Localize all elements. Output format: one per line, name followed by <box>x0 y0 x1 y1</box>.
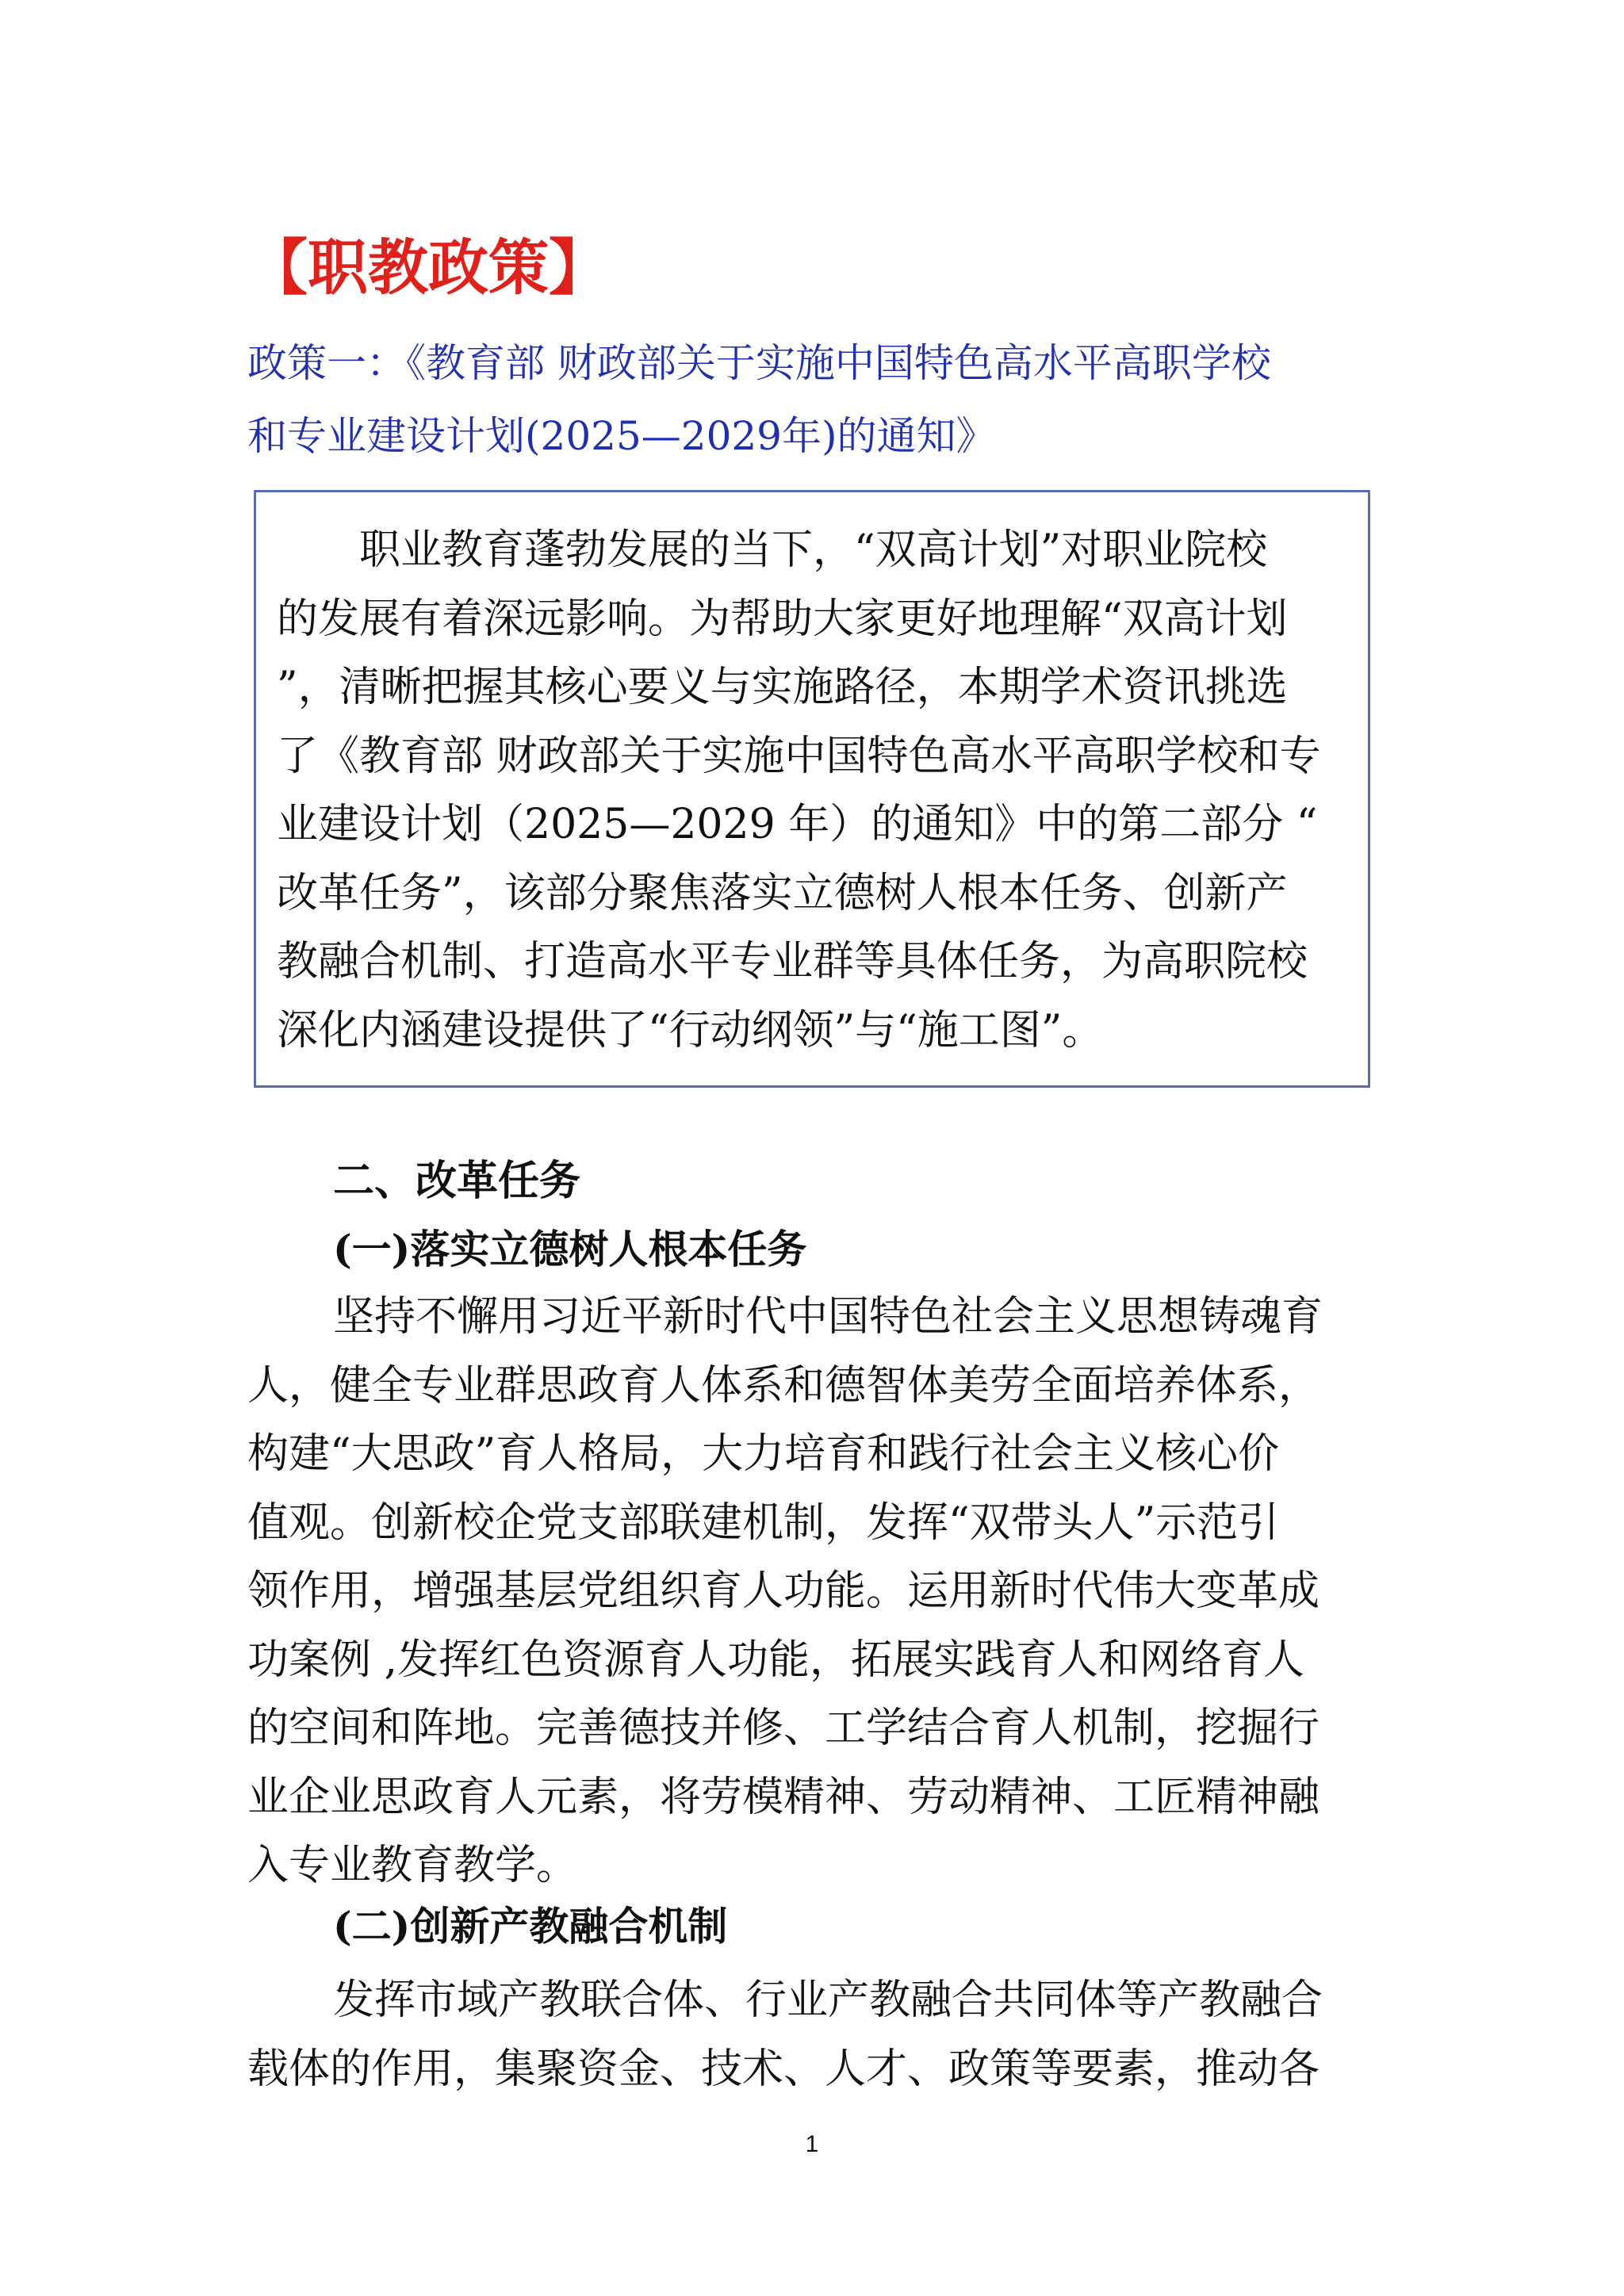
section-title: 【职教政策】 <box>247 232 609 303</box>
body-line: 构建“大思政”育人格局，大力培育和践行社会主义核心价 <box>247 1430 1280 1478</box>
body-line: 的空间和阵地。完善德技并修、工学结合育人机制，挖掘行 <box>247 1705 1320 1752</box>
summary-paragraph <box>277 516 1355 1065</box>
summary-line: ”，清晰把握其核心要义与实施路径，本期学术资讯挑选 <box>277 664 1288 711</box>
body-line: 功案例 ,发挥红色资源育人功能，拓展实践育人和网络育人 <box>247 1636 1305 1684</box>
policy-title-line: 和专业建设计划(2025—2029年)的通知》 <box>247 413 996 459</box>
summary-line: 业建设计划（2025—2029 年）的通知》中的第二部分 “ <box>277 801 1318 848</box>
summary-box <box>254 490 1370 1088</box>
summary-line: 改革任务”，该部分聚焦落实立德树人根本任务、创新产 <box>277 869 1288 917</box>
policy-title <box>247 327 1389 473</box>
summary-line: 职业教育蓬勃发展的当下，“双高计划”对职业院校 <box>277 526 1268 574</box>
subsection-heading-2: (二)创新产教融合机制 <box>333 1903 728 1950</box>
body-line: 领作用，增强基层党组织育人功能。运用新时代伟大变革成 <box>247 1567 1320 1615</box>
summary-line: 深化内涵建设提供了“行动纲领”与“施工图”。 <box>277 1006 1104 1054</box>
body-line: 人，健全专业群思政育人体系和德智体美劳全面培养体系， <box>247 1361 1320 1410</box>
body-line: 业企业思政育人元素，将劳模精神、劳动精神、工匠精神融 <box>247 1773 1320 1821</box>
body-line: 入专业教育教学。 <box>247 1842 578 1889</box>
body-line: 值观。创新校企党支部联建机制，发挥“双带头人”示范引 <box>247 1498 1280 1547</box>
policy-title-line: 政策一：《教育部 财政部关于实施中国特色高水平高职学校 <box>247 340 1271 386</box>
body-paragraph-2 <box>247 1966 1389 2103</box>
page-number: 1 <box>805 2131 819 2157</box>
body-paragraph-1 <box>247 1283 1389 1900</box>
summary-line: 教融合机制、打造高水平专业群等具体任务，为高职院校 <box>277 938 1308 985</box>
summary-line: 的发展有着深远影响。为帮助大家更好地理解“双高计划 <box>277 595 1288 643</box>
section-heading: 二、改革任务 <box>333 1158 581 1205</box>
body-line: 发挥市域产教联合体、行业产教融合共同体等产教融合 <box>333 1976 1323 2024</box>
subsection-heading-1: (一)落实立德树人根本任务 <box>333 1226 807 1272</box>
summary-line: 了《教育部 财政部关于实施中国特色高水平高职学校和专 <box>277 732 1321 780</box>
body-line: 载体的作用，集聚资金、技术、人才、政策等要素，推动各 <box>247 2045 1320 2093</box>
body-line: 坚持不懈用习近平新时代中国特色社会主义思想铸魂育 <box>333 1293 1323 1341</box>
